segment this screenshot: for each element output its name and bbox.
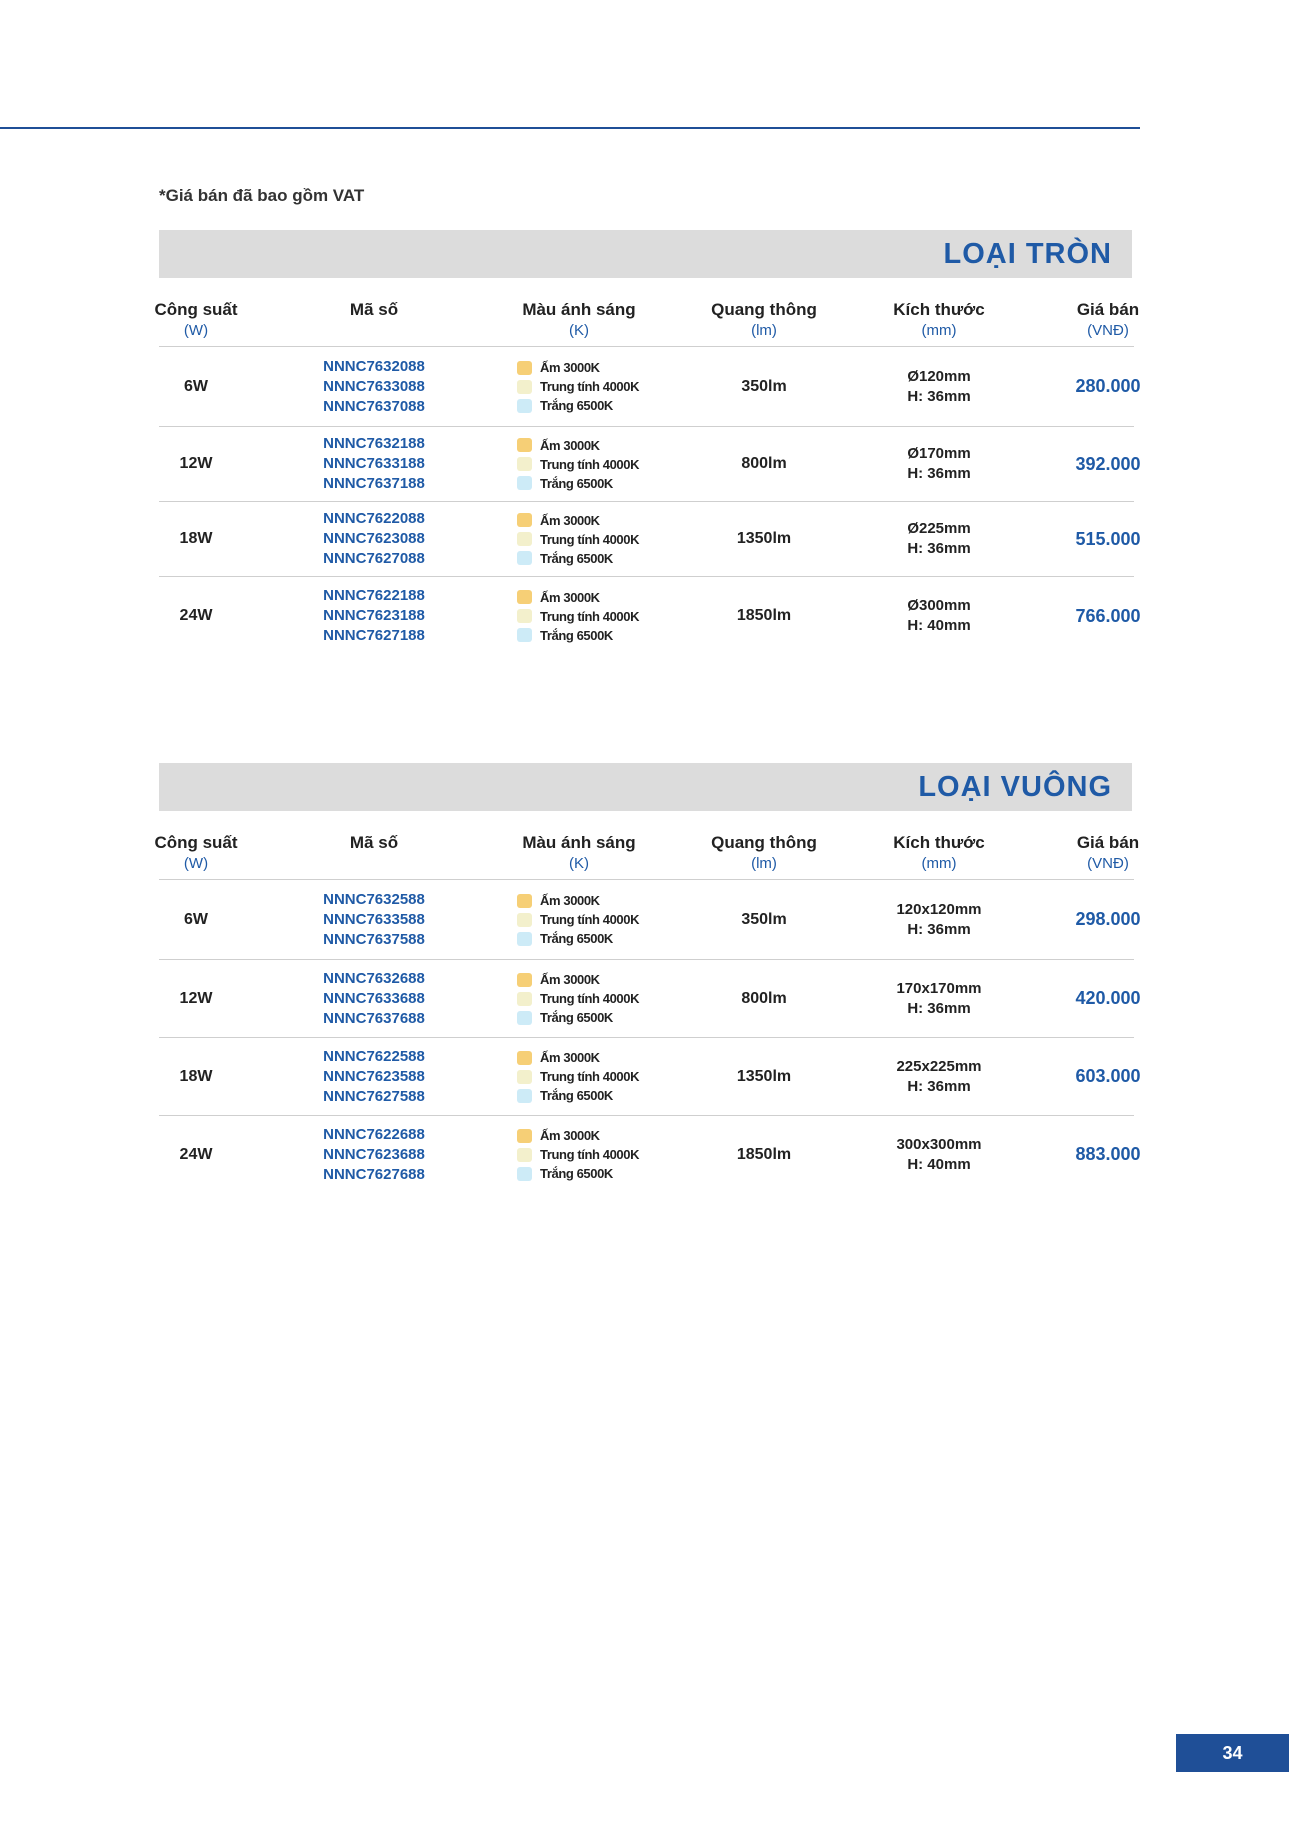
table-header-row — [154, 278, 1140, 322]
table-row — [159, 427, 1141, 502]
flux-value: 1350lm — [736, 530, 792, 547]
top-rule — [0, 127, 1140, 129]
light-color-swatch — [517, 1070, 532, 1084]
light-color-item — [517, 891, 600, 910]
light-color-swatch — [517, 1148, 532, 1162]
price-value: 603.000 — [1075, 1066, 1141, 1086]
table-row — [159, 880, 1141, 960]
table-row — [159, 1038, 1141, 1116]
size-line: Ø170mm — [907, 445, 971, 462]
price-value: 280.000 — [1075, 376, 1141, 396]
light-color-item — [517, 1164, 613, 1183]
code-cell — [319, 502, 429, 576]
power-cell — [129, 960, 263, 1037]
price-cell — [1059, 502, 1157, 576]
page-number: 34 — [1176, 1734, 1289, 1772]
size-cell — [864, 1038, 1014, 1115]
size-line: Ø120mm — [907, 367, 971, 385]
price-value: 515.000 — [1075, 528, 1141, 549]
light-color-swatch — [517, 932, 532, 946]
section-round — [154, 230, 1141, 655]
header-flux: Quang thông — [711, 833, 817, 852]
product-code: NNNC7637588 — [323, 930, 425, 948]
color-cell — [499, 347, 659, 426]
product-code: NNNC7627088 — [323, 550, 425, 567]
product-code: NNNC7622588 — [323, 1047, 425, 1065]
price-cell — [1059, 427, 1157, 501]
flux-value: 1850lm — [736, 607, 792, 624]
size-cell — [864, 960, 1014, 1037]
code-cell — [319, 347, 429, 426]
product-code: NNNC7622088 — [323, 510, 425, 527]
light-color-item — [517, 1086, 613, 1105]
flux-cell — [689, 577, 839, 655]
color-cell — [499, 1116, 659, 1193]
light-color-label: Trung tính 4000K — [540, 531, 640, 547]
light-color-swatch — [517, 399, 532, 413]
size-line: H: 36mm — [907, 387, 971, 405]
light-color-item — [517, 1126, 600, 1145]
unit-power: (W) — [183, 855, 209, 872]
product-code: NNNC7633588 — [323, 910, 425, 928]
header-power: Công suất — [154, 300, 238, 319]
light-color-swatch — [517, 590, 532, 604]
light-color-item — [517, 474, 613, 493]
light-color-item — [517, 1145, 639, 1164]
price-cell — [1059, 1038, 1157, 1115]
light-color-label: Trung tính 4000K — [540, 608, 640, 624]
color-cell — [499, 880, 659, 959]
light-color-label: Trắng 6500K — [540, 1010, 613, 1025]
light-color-label: Trắng 6500K — [540, 398, 613, 413]
size-cell — [864, 1116, 1014, 1193]
light-color-swatch — [517, 913, 532, 927]
size-line: 300x300mm — [896, 1135, 982, 1153]
flux-cell — [689, 1116, 839, 1193]
product-code: NNNC7623188 — [323, 607, 425, 624]
light-color-swatch — [517, 438, 532, 452]
section-title: LOẠI VUÔNG — [918, 771, 1112, 803]
price-cell — [1059, 880, 1157, 959]
light-color-item — [517, 549, 613, 568]
light-color-label: Trắng 6500K — [540, 1088, 613, 1103]
header-code: Mã số — [349, 300, 399, 319]
flux-cell — [689, 347, 839, 426]
unit-price: (VNĐ) — [1087, 322, 1129, 339]
light-color-label: Trắng 6500K — [540, 1166, 613, 1181]
code-cell — [319, 880, 429, 959]
product-code: NNNC7632688 — [323, 969, 425, 987]
flux-value: 800lm — [741, 455, 787, 472]
product-code: NNNC7623688 — [323, 1145, 425, 1163]
light-color-label: Ấm 3000K — [540, 512, 600, 528]
power-cell — [129, 577, 263, 655]
light-color-item — [517, 989, 639, 1008]
price-cell — [1059, 960, 1157, 1037]
light-color-swatch — [517, 361, 532, 375]
light-color-item — [517, 358, 600, 377]
light-color-label: Trắng 6500K — [540, 931, 613, 946]
color-cell — [499, 427, 659, 501]
price-cell — [1059, 347, 1157, 426]
header-price: Giá bán — [1076, 833, 1140, 852]
code-cell — [319, 1116, 429, 1193]
light-color-swatch — [517, 457, 532, 471]
light-color-label: Ấm 3000K — [540, 893, 600, 908]
product-code: NNNC7622188 — [323, 587, 425, 604]
light-color-item — [517, 910, 639, 929]
price-cell — [1059, 1116, 1157, 1193]
light-color-item — [517, 607, 639, 626]
light-color-label: Trắng 6500K — [540, 475, 613, 491]
light-color-swatch — [517, 609, 532, 623]
section-title: LOẠI TRÒN — [943, 238, 1112, 270]
light-color-item — [517, 1067, 639, 1086]
light-color-item — [517, 588, 600, 607]
power-cell — [129, 1038, 263, 1115]
light-color-swatch — [517, 894, 532, 908]
product-code: NNNC7637688 — [323, 1009, 425, 1027]
price-value: 883.000 — [1075, 1144, 1141, 1164]
light-color-item — [517, 455, 639, 474]
power-value: 18W — [179, 530, 213, 547]
light-color-label: Trắng 6500K — [540, 550, 613, 566]
header-flux: Quang thông — [711, 300, 817, 319]
unit-color: (K) — [569, 322, 589, 339]
light-color-swatch — [517, 513, 532, 527]
light-color-item — [517, 626, 613, 645]
table-row — [159, 347, 1141, 427]
light-color-swatch — [517, 628, 532, 642]
flux-cell — [689, 1038, 839, 1115]
power-cell — [129, 502, 263, 576]
table-unit-row — [159, 855, 1134, 880]
flux-value: 350lm — [741, 377, 787, 395]
light-color-label: Ấm 3000K — [540, 972, 600, 987]
table-row — [159, 502, 1141, 577]
light-color-swatch — [517, 476, 532, 490]
light-color-label: Ấm 3000K — [540, 589, 600, 605]
power-cell — [129, 880, 263, 959]
flux-value: 1850lm — [736, 1145, 792, 1163]
flux-value: 800lm — [741, 989, 787, 1007]
product-code: NNNC7632188 — [323, 435, 425, 452]
color-cell — [499, 577, 659, 655]
header-color: Màu ánh sáng — [522, 833, 636, 852]
light-color-swatch — [517, 1129, 532, 1143]
code-cell — [319, 427, 429, 501]
table-header-row — [154, 811, 1140, 855]
section-square — [154, 763, 1141, 1193]
light-color-label: Trung tính 4000K — [540, 456, 640, 472]
product-code: NNNC7622688 — [323, 1125, 425, 1143]
table-unit-row — [159, 322, 1134, 347]
light-color-item — [517, 1048, 600, 1067]
power-value: 12W — [179, 989, 213, 1007]
header-price: Giá bán — [1076, 300, 1140, 319]
table-row — [159, 577, 1141, 655]
price-cell — [1059, 577, 1157, 655]
header-color: Màu ánh sáng — [522, 300, 636, 319]
light-color-label: Trung tính 4000K — [540, 1069, 640, 1084]
vat-note: *Giá bán đã bao gồm VAT — [159, 186, 365, 205]
header-code: Mã số — [349, 833, 399, 852]
light-color-swatch — [517, 992, 532, 1006]
light-color-label: Trung tính 4000K — [540, 991, 640, 1006]
size-line: Ø300mm — [907, 597, 971, 614]
product-code: NNNC7623588 — [323, 1067, 425, 1085]
power-value: 6W — [184, 377, 208, 395]
unit-flux: (lm) — [751, 855, 777, 872]
light-color-item — [517, 929, 613, 948]
flux-cell — [689, 427, 839, 501]
size-line: H: 36mm — [907, 540, 971, 557]
light-color-item — [517, 970, 600, 989]
unit-size: (mm) — [921, 322, 957, 339]
code-cell — [319, 577, 429, 655]
flux-cell — [689, 960, 839, 1037]
product-code: NNNC7627688 — [323, 1165, 425, 1183]
code-cell — [319, 960, 429, 1037]
light-color-label: Ấm 3000K — [540, 1128, 600, 1143]
light-color-swatch — [517, 551, 532, 565]
power-cell — [129, 427, 263, 501]
size-cell — [864, 502, 1014, 576]
unit-flux: (lm) — [751, 322, 777, 339]
unit-price: (VNĐ) — [1087, 855, 1129, 872]
size-line: 170x170mm — [896, 979, 982, 997]
product-code: NNNC7627588 — [323, 1087, 425, 1105]
header-power: Công suất — [154, 833, 238, 852]
light-color-label: Trắng 6500K — [540, 627, 613, 643]
power-cell — [129, 1116, 263, 1193]
size-line: 225x225mm — [896, 1057, 982, 1075]
size-cell — [864, 347, 1014, 426]
section-band — [159, 230, 1132, 278]
product-code: NNNC7637088 — [323, 397, 425, 415]
price-value: 392.000 — [1075, 453, 1141, 474]
flux-cell — [689, 880, 839, 959]
light-color-item — [517, 511, 600, 530]
product-code: NNNC7632588 — [323, 890, 425, 908]
code-cell — [319, 1038, 429, 1115]
size-line: H: 36mm — [907, 465, 971, 482]
product-code: NNNC7632088 — [323, 357, 425, 375]
price-value: 420.000 — [1075, 988, 1141, 1008]
product-code: NNNC7633688 — [323, 989, 425, 1007]
light-color-swatch — [517, 1051, 532, 1065]
size-line: H: 40mm — [907, 617, 971, 634]
flux-value: 350lm — [741, 910, 787, 928]
size-cell — [864, 880, 1014, 959]
color-cell — [499, 960, 659, 1037]
power-value: 6W — [184, 910, 208, 928]
light-color-item — [517, 1008, 613, 1027]
light-color-item — [517, 530, 639, 549]
price-value: 298.000 — [1075, 909, 1141, 929]
power-cell — [129, 347, 263, 426]
unit-size: (mm) — [921, 855, 957, 872]
light-color-item — [517, 396, 613, 415]
light-color-label: Trung tính 4000K — [540, 1147, 640, 1162]
header-size: Kích thước — [893, 833, 985, 852]
size-line: H: 36mm — [907, 1077, 971, 1095]
product-code: NNNC7633188 — [323, 455, 425, 472]
product-code: NNNC7623088 — [323, 530, 425, 547]
size-line: Ø225mm — [907, 520, 971, 537]
light-color-label: Trung tính 4000K — [540, 912, 640, 927]
unit-power: (W) — [183, 322, 209, 339]
power-value: 24W — [179, 1145, 213, 1163]
light-color-label: Trung tính 4000K — [540, 379, 640, 394]
table-row — [159, 1116, 1141, 1193]
light-color-swatch — [517, 973, 532, 987]
size-line: H: 36mm — [907, 920, 971, 938]
header-size: Kích thước — [893, 300, 985, 319]
light-color-swatch — [517, 380, 532, 394]
light-color-swatch — [517, 1089, 532, 1103]
light-color-item — [517, 436, 600, 455]
section-band — [159, 763, 1132, 811]
size-cell — [864, 577, 1014, 655]
power-value: 12W — [179, 455, 213, 472]
light-color-swatch — [517, 1167, 532, 1181]
size-line: H: 40mm — [907, 1155, 971, 1173]
color-cell — [499, 502, 659, 576]
product-code: NNNC7637188 — [323, 475, 425, 492]
product-code: NNNC7633088 — [323, 377, 425, 395]
size-line: H: 36mm — [907, 999, 971, 1017]
color-cell — [499, 1038, 659, 1115]
light-color-label: Ấm 3000K — [540, 360, 600, 375]
flux-value: 1350lm — [736, 1067, 792, 1085]
flux-cell — [689, 502, 839, 576]
unit-color: (K) — [569, 855, 589, 872]
light-color-label: Ấm 3000K — [540, 437, 600, 453]
size-line: 120x120mm — [896, 900, 982, 918]
light-color-label: Ấm 3000K — [540, 1050, 600, 1065]
light-color-item — [517, 377, 639, 396]
table-row — [159, 960, 1141, 1038]
power-value: 24W — [179, 607, 213, 624]
light-color-swatch — [517, 1011, 532, 1025]
product-code: NNNC7627188 — [323, 627, 425, 644]
price-value: 766.000 — [1075, 605, 1141, 626]
power-value: 18W — [179, 1067, 213, 1085]
light-color-swatch — [517, 532, 532, 546]
size-cell — [864, 427, 1014, 501]
